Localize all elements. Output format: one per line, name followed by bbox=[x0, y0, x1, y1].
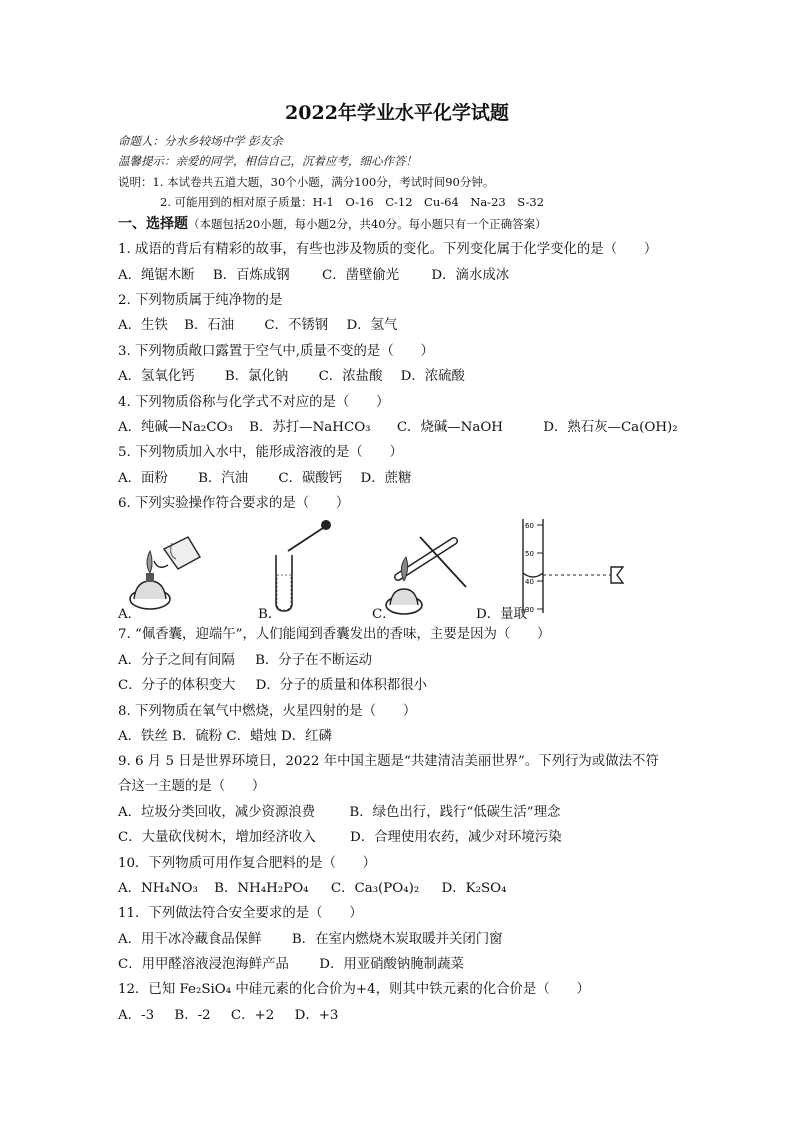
question-options bbox=[118, 829, 562, 847]
option: D．K₂SO₄ bbox=[441, 881, 507, 896]
question-stem: 10．下列物质可用作复合肥料的是（ ） bbox=[118, 856, 377, 871]
option: A．-3 bbox=[118, 1008, 155, 1023]
option: B．苏打—NaHCO₃ bbox=[249, 420, 371, 435]
dropper-test-tube-figure bbox=[268, 515, 338, 615]
graduated-cylinder-figure bbox=[513, 517, 643, 615]
section-description: （本题包括20小题，每小题2分，共40分。每小题只有一个正确答案） bbox=[188, 217, 547, 231]
option: C．用甲醛溶液浸泡海鲜产品 bbox=[118, 957, 289, 972]
option: A．NH₄NO₃ bbox=[118, 881, 198, 896]
option-label: A． bbox=[118, 607, 142, 622]
question-options bbox=[118, 956, 464, 974]
option: C．+2 bbox=[230, 1008, 275, 1023]
question-options bbox=[118, 470, 411, 488]
question-options bbox=[118, 931, 503, 949]
question-stem: 5. 下列物质加入水中，能形成溶液的是（ ） bbox=[118, 445, 403, 460]
option: C．Ca₃(PO₄)₂ bbox=[330, 881, 420, 896]
section-heading-line bbox=[118, 215, 547, 234]
option: B．石油 bbox=[184, 318, 235, 333]
question-stem: 9. 6 月 5 日是世界环境日，2022 年中国主题是“共建清洁美丽世界”。下列行为或做法不符 bbox=[118, 754, 659, 769]
question-options bbox=[118, 267, 509, 285]
option: A．分子之间有间隔 bbox=[118, 653, 235, 668]
option: D．用亚硝酸钠腌制蔬菜 bbox=[319, 957, 464, 972]
option: C．不锈钢 bbox=[264, 318, 329, 333]
question-stem: 2. 下列物质属于纯净物的是 bbox=[118, 293, 283, 308]
option: D．氢气 bbox=[346, 318, 398, 333]
cylinder-tick-label: 30 bbox=[525, 606, 534, 614]
option-label: D．量取 bbox=[476, 607, 527, 622]
option: D．滴水成冰 bbox=[431, 268, 510, 283]
option: C．浓盐酸 bbox=[318, 369, 383, 384]
option: A．纯碱—Na₂CO₃ bbox=[118, 420, 233, 435]
option: D．熟石灰—Ca(OH)₂ bbox=[543, 420, 678, 435]
note-line-2: 2. 可能用到的相对原子质量：H-1 O-16 C-12 Cu-64 Na-23 S-32 bbox=[160, 195, 545, 209]
option: B．百炼成钢 bbox=[212, 268, 290, 283]
option: B．分子在不断运动 bbox=[255, 653, 373, 668]
question-stem: 12．已知 Fe₂SiO₄ 中硅元素的化合价为+4，则其中铁元素的化合价是（ ） bbox=[118, 982, 590, 997]
option-label: B． bbox=[258, 607, 282, 622]
question-stem: 6. 下列实验操作符合要求的是（ ） bbox=[118, 496, 350, 511]
question-stem-continued: 合这一主题的是（ ） bbox=[118, 779, 266, 794]
option: C．分子的体积变大 bbox=[118, 678, 236, 693]
question-options bbox=[118, 419, 678, 437]
option: C．碳酸钙 bbox=[278, 471, 343, 486]
tip-line: 温馨提示：亲爱的同学，相信自己，沉着应考，细心作答！ bbox=[118, 154, 417, 168]
option: C．烧碱—NaOH bbox=[396, 420, 503, 435]
question-stem: 11．下列做法符合安全要求的是（ ） bbox=[118, 906, 363, 921]
option: B．在室内燃烧木炭取暖并关闭门窗 bbox=[291, 932, 503, 947]
option: B．NH₄H₂PO₄ bbox=[214, 881, 309, 896]
question-stem: 4. 下列物质俗称与化学式不对应的是（ ） bbox=[118, 395, 390, 410]
option: D．浓硫酸 bbox=[400, 369, 465, 384]
question-options bbox=[118, 652, 372, 670]
option: D．合理使用农药，减少对环境污染 bbox=[349, 830, 562, 845]
question-stem: 7. “佩香囊，迎端午”，人们能闻到香囊发出的香味，主要是因为（ ） bbox=[118, 627, 551, 642]
option: D．蔗糖 bbox=[360, 471, 412, 486]
note-line-1: 说明：1. 本试卷共五道大题，30个小题，满分100分，考试时间90分钟。 bbox=[118, 175, 495, 189]
cylinder-tick-label: 50 bbox=[525, 550, 534, 558]
option: A．生铁 bbox=[118, 318, 168, 333]
page-title: 2022年学业水平化学试题 bbox=[285, 102, 509, 124]
cylinder-tick-label: 60 bbox=[525, 522, 534, 530]
option: C．大量砍伐树木，增加经济收入 bbox=[118, 830, 316, 845]
question-options bbox=[118, 880, 507, 898]
option: B．-2 bbox=[174, 1008, 211, 1023]
option: A．垃圾分类回收，减少资源浪费 bbox=[118, 805, 316, 820]
option: B．汽油 bbox=[198, 471, 249, 486]
question-options bbox=[118, 677, 427, 695]
question-stem: 3. 下列物质敞口露置于空气中,质量不变的是（ ） bbox=[118, 344, 434, 359]
option: A．用干冰冷藏食品保鲜 bbox=[118, 932, 262, 947]
option: B．氯化钠 bbox=[224, 369, 289, 384]
question-options bbox=[118, 1007, 338, 1025]
option: A．绳锯木断 bbox=[118, 268, 195, 283]
option: D．+3 bbox=[294, 1008, 339, 1023]
question-stem: 1. 成语的背后有精彩的故事，有些也涉及物质的变化。下列变化属于化学变化的是（ ） bbox=[118, 242, 658, 257]
option: D．分子的质量和体积都很小 bbox=[255, 678, 428, 693]
option: A．面粉 bbox=[118, 471, 168, 486]
option: A．氢氧化钙 bbox=[118, 369, 195, 384]
author-line: 命题人：分水乡较场中学 彭友余 bbox=[118, 134, 283, 148]
experiment-figures bbox=[118, 515, 558, 615]
question-options bbox=[118, 368, 465, 386]
question-stem: 8. 下列物质在氧气中燃烧，火星四射的是（ ） bbox=[118, 704, 417, 719]
option: B．绿色出行，践行“低碳生活”理念 bbox=[349, 805, 561, 820]
question-options: A．铁丝 B．硫粉 C．蜡烛 D．红磷 bbox=[118, 729, 332, 744]
cylinder-tick-label: 40 bbox=[525, 578, 534, 586]
section-heading: 一、选择题 bbox=[118, 216, 188, 232]
option-label: C． bbox=[372, 607, 396, 622]
question-options bbox=[118, 804, 560, 822]
option: C．凿壁偷光 bbox=[321, 268, 400, 283]
question-options bbox=[118, 317, 397, 335]
